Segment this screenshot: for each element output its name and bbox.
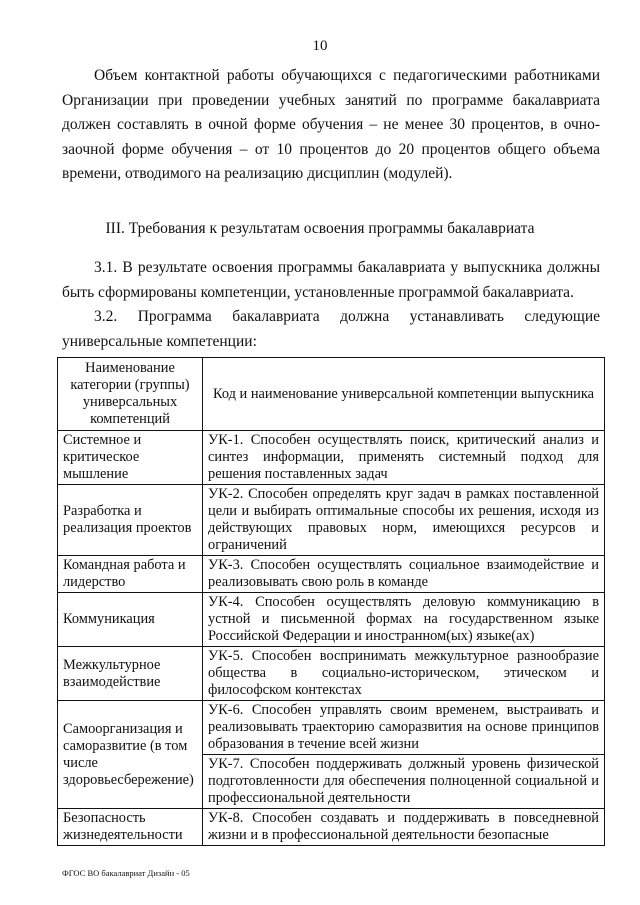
category-cell: Межкультурное взаимодействие: [58, 647, 203, 701]
category-cell: Командная работа и лидерство: [58, 556, 203, 593]
competence-cell: УК-3. Способен осуществлять социальное взаимодействие и реализовывать свою роль в команде: [203, 556, 605, 593]
competence-cell: УК-4. Способен осуществлять деловую коммуникацию в устной и письменной формах на государственном языке Российской Федерации и иностранном(ых) языке(ах): [203, 593, 605, 647]
competence-cell: УК-1. Способен осуществлять поиск, критический анализ и синтез информации, применять системный подход для решения поставленных задач: [203, 431, 605, 485]
category-cell: Системное и критическое мышление: [58, 431, 203, 485]
paragraph-3-2: 3.2. Программа бакалавриата должна устанавливать следующие: [94, 308, 600, 325]
page-number: 10: [312, 38, 328, 54]
competences-table: [57, 357, 605, 846]
table-row: [58, 701, 605, 755]
competence-cell: УК-8. Способен создавать и поддерживать в повседневной жизни и в профессиональной деятельности безопасные: [203, 809, 605, 846]
table-row: [58, 556, 605, 593]
category-cell: Коммуникация: [58, 593, 203, 647]
table-row: [58, 431, 605, 485]
header-category: Наименование категории (группы) универсальных компетенций: [58, 358, 203, 431]
category-cell: Разработка и реализация проектов: [58, 485, 203, 556]
footer-note: ФГОС ВО бакалавриат Дизайн - 05: [62, 868, 190, 878]
category-cell: Самоорганизация и саморазвитие (в том числе здоровьесбережение): [58, 701, 203, 809]
table-row: [58, 809, 605, 846]
header-competence: Код и наименование универсальной компетенции выпускника: [203, 358, 605, 431]
competence-cell: УК-7. Способен поддерживать должный уровень физической подготовленности для обеспечения полноценной социальной и профессиональной деятельности: [203, 755, 605, 809]
table-row: [58, 647, 605, 701]
category-cell: Безопасность жизнедеятельности: [58, 809, 203, 846]
intro-paragraph: Объем контактной работы обучающихся с педагогическими работниками Организации при проведении учебных занятий по программе бакалавриата должен составлять в очной форме обучения – не менее 30 процентов, в очно-заочной форме обучения – от 10 процентов до 20 процентов общего объема времени, отводимого на реализацию дисциплин (модулей).: [62, 67, 600, 182]
table-row: [58, 593, 605, 647]
competence-cell: УК-6. Способен управлять своим временем, выстраивать и реализовывать траекторию саморазвития на основе принципов образования в течение всей жизни: [203, 701, 605, 755]
competence-cell: УК-2. Способен определять круг задач в рамках поставленной цели и выбирать оптимальные способы их решения, исходя из действующих правовых норм, имеющихся ресурсов и ограничений: [203, 485, 605, 556]
table-row: [58, 485, 605, 556]
competence-cell: УК-5. Способен воспринимать межкультурное разнообразие общества в социально-историческом, этическом и философском контекстах: [203, 647, 605, 701]
section-heading: III. Требования к результатам освоения программы бакалавриата: [105, 220, 535, 237]
table-header-row: [58, 358, 605, 431]
paragraph-3-2-continuation: универсальные компетенции:: [62, 333, 257, 350]
paragraph-3-1: 3.1. В результате освоения программы бакалавриата у выпускника должны быть сформированы компетенции, установленные программой бакалавриата.: [62, 259, 600, 301]
